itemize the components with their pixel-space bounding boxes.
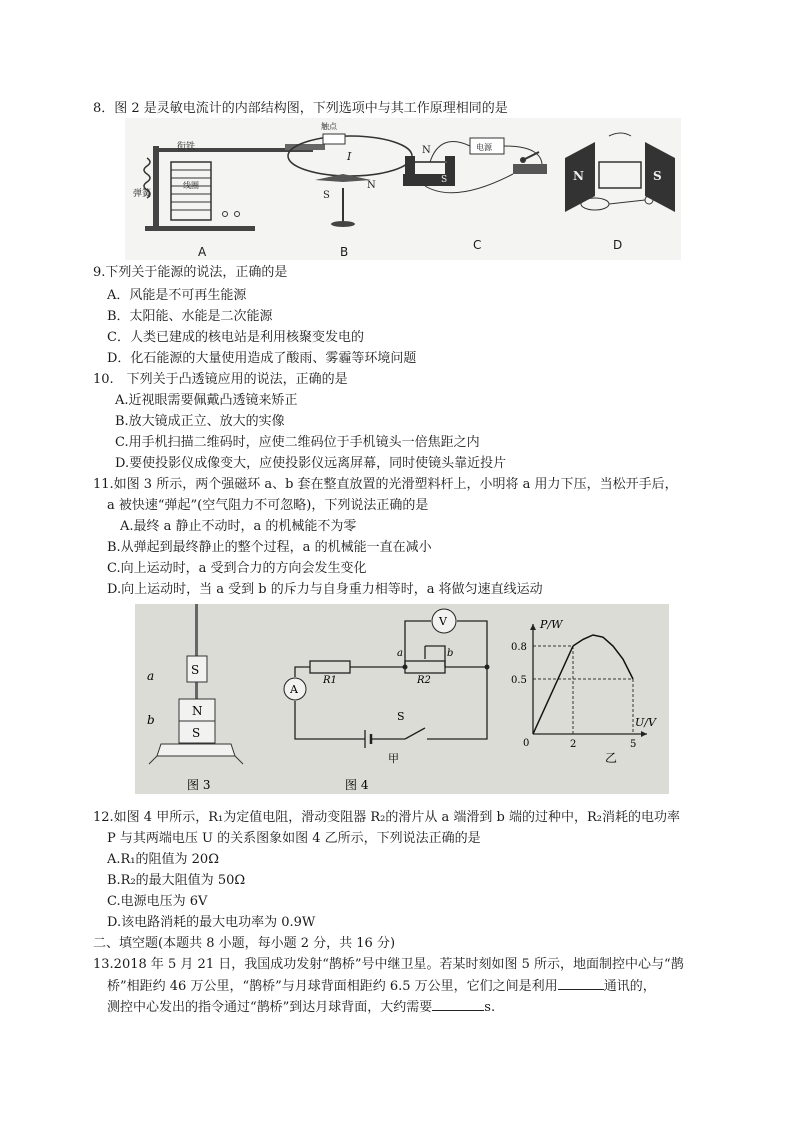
q11-stem-2: a 被快速“弹起”(空气阻力不可忽略)，下列说法正确的是: [107, 498, 429, 513]
label-c-S: S: [441, 175, 448, 185]
graph-origin: 0: [523, 738, 530, 749]
q11-option-b: B.从弹起到最终静止的整个过程，a 的机械能一直在减小: [107, 540, 432, 555]
label-r2: R2: [417, 675, 431, 686]
q10-option-a: A.近视眼需要佩戴凸透镜来矫正: [115, 393, 298, 408]
q13-line-2-text: 桥”相距约 46 万公里，“鹊桥”与月球背面相距约 6.5 万公里，它们之间是利用: [107, 979, 558, 994]
q13-line-3-text: 测控中心发出的指令通过“鹊桥”到达月球背面，大约需要: [107, 1000, 433, 1015]
q13-line-2-tail: 通讯的，: [603, 979, 656, 994]
x-tick-1: 2: [570, 739, 577, 750]
q10-stem: 10. 下列关于凸透镜应用的说法，正确的是: [93, 372, 348, 387]
q11-stem-1: 11.如图 3 所示，两个强磁环 a、b 套在整直放置的光滑塑料杆上，小明将 a 用力下压，当松开手后，: [93, 477, 678, 492]
q8-label-b: B: [340, 245, 349, 259]
label-b-I: I: [347, 150, 352, 163]
label-c-box: 电源: [476, 143, 492, 152]
q8-label-a: A: [198, 245, 207, 259]
y-tick-0: 0.5: [511, 675, 527, 686]
q10-option-c: C.用手机扫描二维码时，应使二维码位于手机镜头一倍焦距之内: [115, 435, 480, 450]
y-tick-1: 0.8: [511, 642, 527, 653]
label-switch-s: S: [397, 710, 405, 723]
fig3-mag-s: S: [192, 726, 201, 740]
q9-option-b: B．太阳能、水能是二次能源: [107, 309, 273, 324]
label-b-top: 触点: [321, 122, 337, 131]
label-coil: 线圈: [183, 181, 199, 190]
q9-stem: 9.下列关于能源的说法，正确的是: [93, 265, 288, 280]
figures-3-4: [135, 604, 669, 794]
fig3-ring-b: b: [147, 713, 155, 727]
q12-stem-1: 12.如图 4 甲所示，R₁为定值电阻，滑动变阻器 R₂的滑片从 a 端滑到 b 端的过种中，R₂消耗的电功率: [93, 810, 680, 825]
fig4-caption: 图 4: [345, 778, 369, 792]
q12-option-b: B.R₂的最大阻值为 50Ω: [107, 873, 246, 888]
label-r1: R1: [323, 675, 337, 686]
fig3-mag-s-top: S: [191, 663, 200, 677]
label-b-N: N: [367, 180, 376, 191]
label-end-b: b: [447, 648, 454, 659]
q8-stem: 8．图 2 是灵敏电流计的内部结构图，下列选项中与其工作原理相同的是: [93, 101, 508, 116]
meter-a: A: [290, 683, 298, 696]
label-c-N: N: [422, 145, 431, 156]
label-armature: 衔铁: [177, 142, 196, 152]
label-d-S: S: [653, 169, 662, 183]
graph-ylabel: P/W: [540, 618, 563, 631]
q13-line-3: [107, 998, 495, 1017]
q8-figures: [125, 118, 681, 260]
q11-option-c: C.向上运动时，a 受到合力的方向会发生变化: [107, 561, 367, 576]
label-b-S: S: [323, 190, 330, 201]
label-spring: 弹簧: [133, 189, 152, 199]
x-tick-2: 5: [630, 739, 637, 750]
label-d-N: N: [573, 169, 584, 183]
q13-line-1: 13.2018 年 5 月 21 日，我国成功发射“鹊桥”号中继卫星。若某时刻如图 5 所示，地面制控中心与“鹊: [93, 957, 684, 972]
q8-label-d: D: [613, 238, 623, 252]
q9-option-a: A．风能是不可再生能源: [107, 288, 247, 303]
q11-option-a: A.最终 a 静止不动时，a 的机械能不为零: [120, 519, 357, 534]
q11-option-d: D.向上运动时，当 a 受到 b 的斥力与自身重力相等时，a 将做匀速直线运动: [107, 582, 543, 597]
graph-title: 乙: [605, 751, 618, 765]
q8-label-c: C: [473, 238, 482, 252]
graph-xlabel: U/V: [635, 716, 656, 729]
meter-v: V: [439, 615, 447, 628]
q12-option-c: C.电源电压为 6V: [107, 894, 208, 909]
q10-option-d: D.要使投影仪成像变大，应使投影仪远离屏幕，同时使镜头靠近投片: [115, 456, 507, 471]
q13-blank-1[interactable]: [558, 977, 604, 990]
q12-option-d: D.该电路消耗的最大电功率为 0.9W: [107, 915, 316, 930]
q13-blank-2[interactable]: [432, 998, 484, 1011]
q12-stem-2: P 与其两端电压 U 的关系图象如图 4 乙所示，下列说法正确的是: [107, 831, 481, 846]
q12-option-a: A.R₁的阻值为 20Ω: [107, 852, 219, 867]
label-jia: 甲: [388, 752, 399, 765]
q9-option-d: D．化石能源的大量使用造成了酸雨、雾霾等环境问题: [107, 351, 417, 366]
section-2-heading: 二、填空题(本题共 8 小题，每小题 2 分，共 16 分): [93, 936, 396, 951]
q9-option-c: C．人类已建成的核电站是利用核聚变发电的: [107, 330, 364, 345]
q10-option-b: B.放大镜成正立、放大的实像: [115, 414, 285, 429]
fig3-caption: 图 3: [187, 778, 211, 792]
q8-figure-bg: [125, 118, 681, 260]
fig3-mag-n: N: [192, 704, 203, 718]
label-end-a: a: [397, 648, 403, 659]
q13-line-3-tail: s.: [484, 1000, 496, 1015]
q13-line-2: [107, 977, 656, 996]
fig3-ring-a: a: [147, 669, 155, 683]
